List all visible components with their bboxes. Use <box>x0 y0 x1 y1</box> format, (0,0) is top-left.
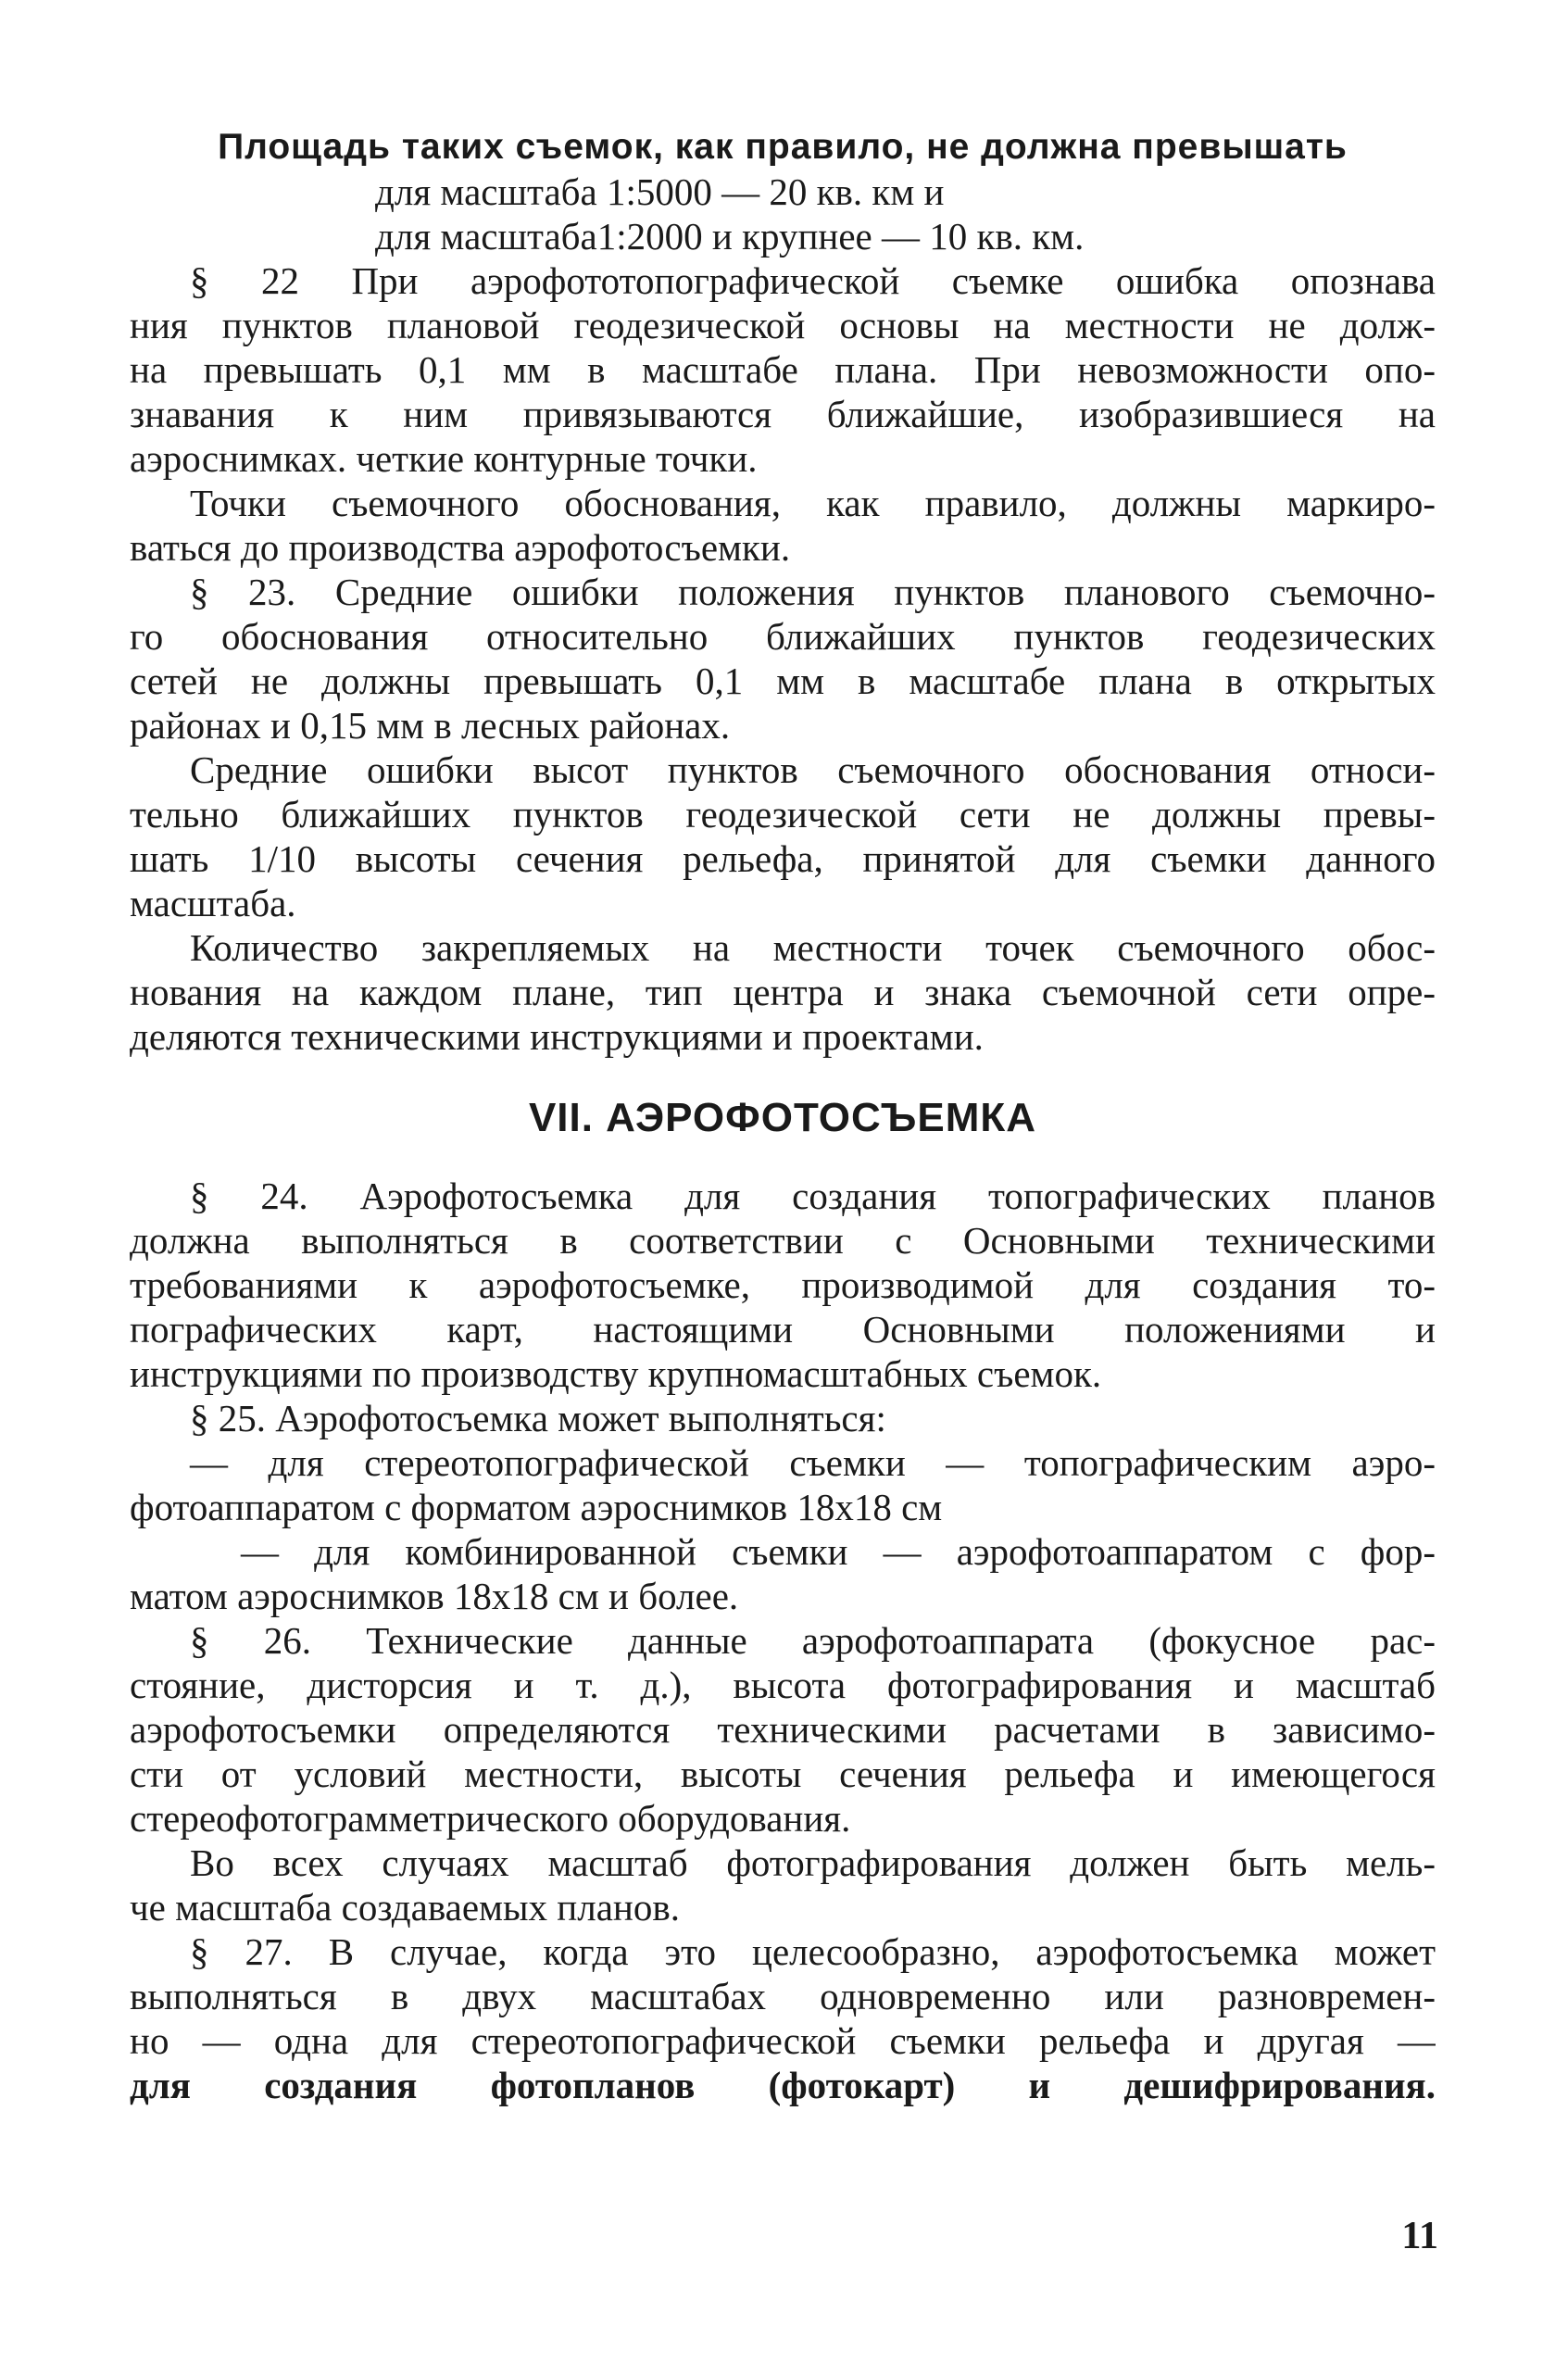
text-line: § 25. Аэрофотосъемка может выполняться: <box>190 1397 886 1439</box>
paragraph-25 <box>130 1396 1436 1618</box>
intro-line-2: для масштаба 1:5000 — 20 кв. км и <box>375 170 945 213</box>
page-body <box>130 125 1436 2107</box>
text-line: Средние ошибки высот пунктов съемочного обоснования относи- <box>190 748 1436 791</box>
paragraph-22-markers <box>130 481 1436 570</box>
text-line: сти от условий местности, высоты сечения рельефа и имеющегося <box>130 1753 1436 1795</box>
text-line: ния пунктов плановой геодезической основы на местности не долж- <box>130 304 1436 346</box>
text-line: матом аэроснимков 18х18 см и более. <box>130 1575 739 1617</box>
text-line: — для комбинированной съемки — аэрофотоаппаратом с фор- <box>241 1530 1436 1573</box>
text-line: го обоснования относительно ближайших пунктов геодезических <box>130 615 1436 658</box>
text-line: выполняться в двух масштабах одновременно или разновремен- <box>130 1975 1436 2017</box>
paragraph-26-scale <box>130 1841 1436 1929</box>
text-line: аэрофотосъемки определяются техническими расчетами в зависимо- <box>130 1708 1436 1751</box>
paragraph-23 <box>130 570 1436 748</box>
text-line: знавания к ним привязываются ближайшие, изобразившиеся на <box>130 393 1436 435</box>
paragraph-22 <box>130 258 1436 481</box>
text-line: § 24. Аэрофотосъемка для создания топографических планов <box>190 1175 1436 1217</box>
text-line: стереофотограмметрического оборудования. <box>130 1797 851 1840</box>
intro-line-1: Площадь таких съемок, как правило, не должна превышать <box>218 127 1348 167</box>
section-heading: VII. АЭРОФОТОСЪЕМКА <box>528 1095 1037 1140</box>
text-line: районах и 0,15 мм в лесных районах. <box>130 704 731 747</box>
text-line: тельно ближайших пунктов геодезической сети не должны превы- <box>130 793 1436 836</box>
text-line: § 23. Средние ошибки положения пунктов планового съемочно- <box>190 571 1436 613</box>
text-line: § 26. Технические данные аэрофотоаппарата (фокусное рас- <box>190 1619 1436 1662</box>
text-line: § 22 При аэрофототопографической съемке ошибка опознава <box>190 259 1436 302</box>
text-line: на превышать 0,1 мм в масштабе плана. При невозможности опо- <box>130 348 1436 391</box>
text-line: аэроснимках. четкие контурные точки. <box>130 437 758 480</box>
text-line: сетей не должны превышать 0,1 мм в масштабе плана в открытых <box>130 660 1436 702</box>
paragraph-23-heights <box>130 748 1436 925</box>
text-line: фотоаппаратом с форматом аэроснимков 18х18 см <box>130 1486 943 1528</box>
text-line: должна выполняться в соответствии с Основными техническими <box>130 1219 1436 1262</box>
paragraph-26 <box>130 1618 1436 1841</box>
text-line: Во всех случаях масштаб фотографирования должен быть мель- <box>190 1841 1436 1884</box>
text-line: — для стереотопографической съемки — топографическим аэро- <box>190 1441 1436 1484</box>
text-line: че масштаба создаваемых планов. <box>130 1886 680 1929</box>
text-line: масштаба. <box>130 882 296 924</box>
page-number: 11 <box>1401 2215 1438 2257</box>
text-line: шать 1/10 высоты сечения рельефа, принятой для съемки данного <box>130 837 1436 880</box>
text-line: деляются техническими инструкциями и проектами. <box>130 1015 984 1058</box>
text-line: стояние, дисторсия и т. д.), высота фотографирования и масштаб <box>130 1664 1436 1706</box>
text-line: § 27. В случае, когда это целесообразно, аэрофотосъемка может <box>190 1930 1436 1973</box>
text-line: Точки съемочного обоснования, как правило, должны маркиро- <box>190 482 1436 524</box>
text-line: для создания фотопланов (фотокарт) и дешифрирования. <box>130 2064 1436 2106</box>
text-line: ваться до производства аэрофотосъемки. <box>130 526 791 569</box>
paragraph-23-points <box>130 925 1436 1059</box>
text-line: требованиями к аэрофотосъемке, производимой для создания то- <box>130 1263 1436 1306</box>
text-line: нования на каждом плане, тип центра и знака съемочной сети опре- <box>130 971 1436 1013</box>
intro-line-3: для масштаба1:2000 и крупнее — 10 кв. км. <box>375 215 1085 258</box>
text-line: пографических карт, настоящими Основными положениями и <box>130 1308 1436 1351</box>
text-line: Количество закрепляемых на местности точек съемочного обос- <box>190 926 1436 969</box>
text-line: инструкциями по производству крупномасштабных съемок. <box>130 1352 1102 1395</box>
paragraph-27 <box>130 1929 1436 2107</box>
paragraph-24 <box>130 1174 1436 1396</box>
text-line: но — одна для стереотопографической съемки рельефа и другая — <box>130 2019 1436 2062</box>
